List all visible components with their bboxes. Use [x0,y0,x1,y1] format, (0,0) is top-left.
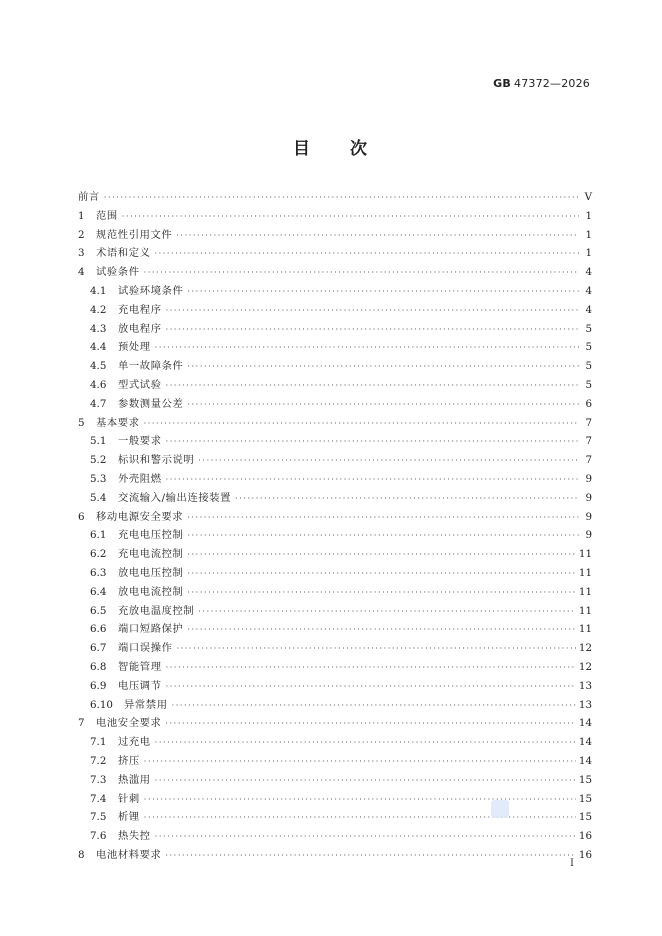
toc-entry-number: 7.6 [90,830,107,843]
toc-entry-page: 11 [578,548,592,561]
toc-dot-leader [165,847,576,866]
toc-entry-title: 放电电流控制 [118,585,184,598]
toc-entry-title: 端口误操作 [118,642,173,655]
toc-entry-title: 外壳阻燃 [118,472,162,485]
toc-dot-leader [166,471,579,490]
toc-entry-page: 13 [578,679,592,692]
toc-entry-page: 7 [585,435,592,448]
toc-entry-number: 5.1 [90,435,107,448]
toc-entry-number: 4 [78,266,85,279]
toc-entry[interactable] [78,263,592,282]
toc-entry[interactable] [78,376,592,395]
toc-entry-title: 基本要求 [96,416,140,429]
toc-entry[interactable] [78,489,592,508]
toc-entry-number: 7.1 [90,736,107,749]
toc-dot-leader [198,603,576,622]
table-of-contents [78,188,592,865]
toc-entry-page: 5 [585,341,592,354]
toc-entry-page: 7 [585,416,592,429]
toc-entry[interactable] [78,508,592,527]
toc-dot-leader [187,584,576,603]
toc-entry-title: 电池材料要求 [96,848,162,861]
toc-entry-number: 5.2 [90,454,107,467]
toc-entry-page: 13 [578,698,592,711]
toc-entry-number: 6.4 [90,585,107,598]
toc-entry[interactable] [78,226,592,245]
toc-entry[interactable] [78,583,592,602]
toc-entry-title: 充电程序 [118,303,162,316]
toc-dot-leader [165,715,576,734]
toc-entry[interactable] [78,244,592,263]
toc-dot-leader [144,415,579,434]
toc-entry-title: 范围 [96,209,118,222]
toc-entry-title: 过充电 [118,736,151,749]
toc-entry[interactable] [78,526,592,545]
toc-dot-leader [166,659,576,678]
toc-entry-title: 放电程序 [118,322,162,335]
toc-entry-title: 端口短路保护 [118,623,184,636]
footer-page-number: Ⅰ [570,858,574,869]
toc-entry[interactable] [78,545,592,564]
toc-entry-page: 5 [585,378,592,391]
toc-entry-number: 6.7 [90,642,107,655]
toc-dot-leader [155,339,579,358]
toc-dot-leader [155,828,576,847]
toc-entry-page: 12 [578,660,592,673]
toc-entry-page: 11 [578,585,592,598]
toc-entry[interactable] [78,282,592,301]
toc-entry[interactable] [78,602,592,621]
toc-entry-number: 4.1 [90,284,107,297]
toc-entry-page: 1 [585,228,592,241]
toc-entry-title: 试验环境条件 [118,284,184,297]
toc-dot-leader [198,452,579,471]
toc-entry[interactable] [78,639,592,658]
toc-dot-leader [176,640,575,659]
toc-entry-title: 型式试验 [118,378,162,391]
toc-entry-page: 4 [585,284,592,297]
toc-entry-number: 4.2 [90,303,107,316]
toc-entry-title: 针刺 [118,792,140,805]
toc-dot-leader [166,321,579,340]
toc-entry-number: 2 [78,228,85,241]
toc-dot-leader [187,546,576,565]
toc-entry-page: 6 [585,397,592,410]
toc-entry-number: 7.5 [90,811,107,824]
toc-entry-title: 预处理 [118,341,151,354]
toc-dot-leader [187,358,579,377]
toc-dot-leader [104,189,579,208]
toc-entry-number: 6 [78,510,85,523]
toc-entry-page: 9 [585,491,592,504]
title-char-2: 次 [350,139,369,159]
watermark-badge [491,800,509,818]
toc-dot-leader [144,809,576,828]
toc-dot-leader [166,433,579,452]
toc-entry-title: 标识和警示说明 [118,454,195,467]
toc-entry-page: 7 [585,454,592,467]
toc-entry[interactable] [78,771,592,790]
toc-entry[interactable] [78,451,592,470]
toc-entry-page: 4 [585,303,592,316]
toc-entry-number: 7 [78,717,85,730]
toc-entry-page: 11 [578,604,592,617]
toc-entry-title: 热失控 [118,830,151,843]
toc-entry-page: 14 [578,754,592,767]
toc-entry-page: 5 [585,322,592,335]
toc-entry-page: 14 [578,717,592,730]
toc-dot-leader [172,697,576,716]
toc-entry-title: 热滥用 [118,773,151,786]
standard-code: 47372—2026 [514,77,590,90]
toc-dot-leader [166,377,579,396]
toc-entry-page: 9 [585,472,592,485]
toc-dot-leader [155,734,576,753]
page-title [0,134,662,159]
toc-dot-leader [235,490,579,509]
toc-entry-number: 6.5 [90,604,107,617]
toc-entry-number: 4.4 [90,341,107,354]
toc-entry-number: 7.2 [90,754,107,767]
toc-entry-number: 4.6 [90,378,107,391]
toc-entry-number: 1 [78,209,85,222]
toc-entry-number: 6.8 [90,660,107,673]
toc-entry-page: 16 [578,830,592,843]
toc-entry-page: 12 [578,642,592,655]
toc-entry-title: 析锂 [118,811,140,824]
toc-entry-title: 单一故障条件 [118,360,184,373]
toc-dot-leader [166,678,576,697]
toc-entry-number: 3 [78,247,85,260]
toc-entry-title: 电池安全要求 [96,717,162,730]
toc-dot-leader [176,227,579,246]
toc-entry[interactable] [78,432,592,451]
toc-entry[interactable] [78,338,592,357]
toc-entry-page: 16 [578,848,592,861]
toc-entry-title: 智能管理 [118,660,162,673]
toc-entry-title: 一般要求 [118,435,162,448]
toc-dot-leader [187,621,576,640]
toc-entry-page: 15 [578,811,592,824]
toc-entry-number: 7.4 [90,792,107,805]
toc-dot-leader [144,264,579,283]
toc-entry-title: 异常禁用 [124,698,168,711]
toc-entry-title: 参数测量公差 [118,397,184,410]
toc-dot-leader [122,208,579,227]
toc-entry-page: 11 [578,566,592,579]
toc-entry-page: 11 [578,623,592,636]
standard-number [493,77,590,90]
toc-dot-leader [187,283,579,302]
toc-entry-number: 4.5 [90,360,107,373]
toc-entry[interactable] [78,714,592,733]
toc-entry-number: 5 [78,416,85,429]
toc-dot-leader [144,753,576,772]
toc-entry-number: 5.4 [90,491,107,504]
toc-entry-page: 9 [585,510,592,523]
toc-entry[interactable] [78,320,592,339]
toc-entry-number: 6.3 [90,566,107,579]
toc-entry-page: 15 [578,773,592,786]
toc-entry-number: 4.3 [90,322,107,335]
toc-entry-page: Ⅴ [584,191,592,203]
toc-entry-title: 放电电压控制 [118,566,184,579]
toc-entry[interactable] [78,677,592,696]
toc-entry[interactable] [78,790,592,809]
toc-entry-title: 规范性引用文件 [96,228,173,241]
toc-entry[interactable] [78,658,592,677]
toc-dot-leader [187,396,579,415]
toc-dot-leader [155,772,576,791]
toc-entry[interactable] [78,808,592,827]
toc-entry-number: 6.9 [90,679,107,692]
toc-entry[interactable] [78,827,592,846]
toc-entry-title: 充电电压控制 [118,529,184,542]
toc-entry-number: 6.1 [90,529,107,542]
toc-dot-leader [187,509,579,528]
toc-entry[interactable] [78,357,592,376]
toc-entry-number: 6.2 [90,548,107,561]
standard-prefix: GB [493,77,511,90]
toc-entry[interactable] [78,620,592,639]
toc-entry-title: 移动电源安全要求 [96,510,184,523]
toc-entry[interactable] [78,301,592,320]
toc-entry-number: 7.3 [90,773,107,786]
toc-dot-leader [187,565,576,584]
toc-entry-title: 交流输入/输出连接装置 [118,491,232,504]
toc-entry[interactable] [78,564,592,583]
toc-entry[interactable] [78,470,592,489]
toc-entry-title: 充放电温度控制 [118,604,195,617]
toc-entry[interactable] [78,733,592,752]
toc-entry-title: 挤压 [118,754,140,767]
toc-dot-leader [166,302,579,321]
toc-entry-page: 9 [585,529,592,542]
toc-entry[interactable] [78,188,592,207]
toc-entry[interactable] [78,696,592,715]
toc-entry-page: 15 [578,792,592,805]
toc-entry-title: 充电电流控制 [118,548,184,561]
toc-entry-number: 8 [78,848,85,861]
toc-entry-number: 5.3 [90,472,107,485]
toc-entry[interactable] [78,395,592,414]
toc-entry-number: 6.10 [90,698,113,711]
toc-entry-title: 术语和定义 [96,247,151,260]
toc-dot-leader [144,791,576,810]
toc-entry-page: 1 [585,209,592,222]
toc-entry-number: 6.6 [90,623,107,636]
toc-entry-page: 5 [585,360,592,373]
toc-dot-leader [187,527,579,546]
toc-entry-title: 电压调节 [118,679,162,692]
toc-entry-page: 14 [578,736,592,749]
toc-entry-title: 试验条件 [96,266,140,279]
toc-entry[interactable] [78,846,592,865]
toc-entry[interactable] [78,414,592,433]
toc-entry[interactable] [78,752,592,771]
toc-entry-number: 4.7 [90,397,107,410]
toc-entry-page: 1 [585,247,592,260]
toc-entry[interactable] [78,207,592,226]
toc-entry-page: 4 [585,266,592,279]
title-char-1: 目 [293,139,312,159]
toc-entry-title: 前言 [78,191,100,203]
toc-dot-leader [154,245,579,264]
